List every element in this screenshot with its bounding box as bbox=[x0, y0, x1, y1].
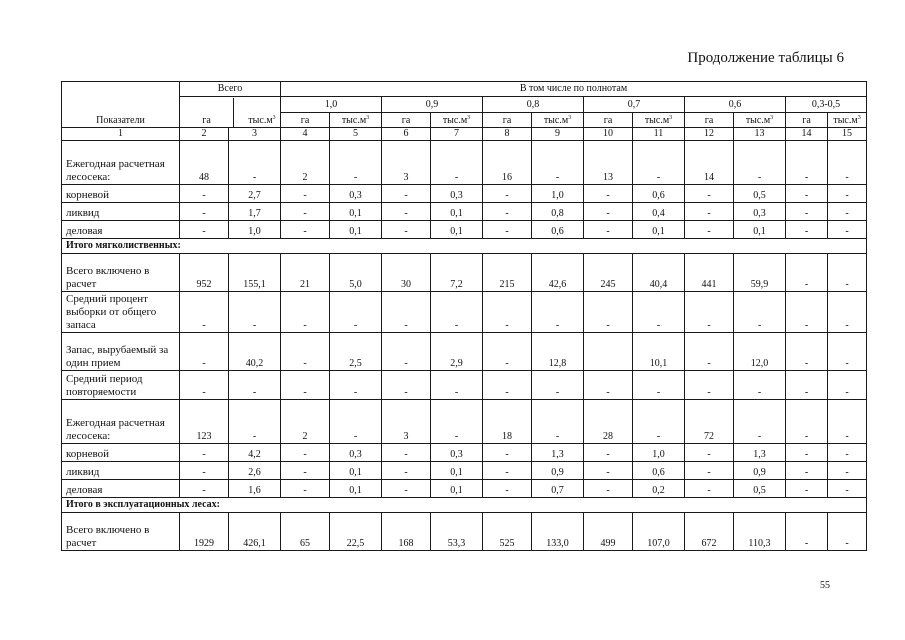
table-cell: - bbox=[229, 371, 281, 400]
incl-by-density-header: В том числе по полнотам bbox=[281, 82, 867, 97]
table-cell: - bbox=[828, 444, 867, 462]
total-units-subtable bbox=[180, 98, 281, 127]
table-cell: - bbox=[532, 292, 584, 333]
table-cell: - bbox=[330, 371, 382, 400]
table-cell: - bbox=[281, 480, 330, 498]
column-number: 4 bbox=[281, 128, 330, 141]
table-cell: 245 bbox=[584, 254, 633, 292]
column-number: 8 bbox=[483, 128, 532, 141]
table-cell: - bbox=[281, 444, 330, 462]
table-cell: 0,6 bbox=[633, 185, 685, 203]
table-cell: - bbox=[786, 221, 828, 239]
table-cell: - bbox=[828, 254, 867, 292]
table-cell: 2,6 bbox=[229, 462, 281, 480]
table-cell: - bbox=[382, 221, 431, 239]
row-label: деловая bbox=[62, 221, 180, 239]
table-cell: - bbox=[382, 292, 431, 333]
table-cell: - bbox=[786, 513, 828, 551]
table-cell: - bbox=[584, 444, 633, 462]
column-number: 12 bbox=[685, 128, 734, 141]
table-cell: 48 bbox=[180, 141, 229, 185]
table-cell: - bbox=[281, 221, 330, 239]
table-cell: 0,5 bbox=[734, 480, 786, 498]
table-cell: - bbox=[734, 292, 786, 333]
row-label: Всего включено в расчет bbox=[62, 513, 180, 551]
table-cell: 0,2 bbox=[633, 480, 685, 498]
table-cell: - bbox=[685, 444, 734, 462]
table-cell: - bbox=[828, 203, 867, 221]
unit-area-header: га bbox=[584, 113, 633, 128]
table-cell: - bbox=[685, 185, 734, 203]
table-cell: - bbox=[828, 185, 867, 203]
table-cell: - bbox=[828, 371, 867, 400]
table-cell: 0,6 bbox=[532, 221, 584, 239]
table-cell: - bbox=[828, 513, 867, 551]
table-cell: - bbox=[584, 371, 633, 400]
table-cell: 499 bbox=[584, 513, 633, 551]
unit-area-header: га bbox=[281, 113, 330, 128]
table-cell: 133,0 bbox=[532, 513, 584, 551]
table-cell: - bbox=[786, 400, 828, 444]
table-cell: - bbox=[786, 292, 828, 333]
table-cell: - bbox=[180, 371, 229, 400]
table-cell: - bbox=[281, 292, 330, 333]
table-cell: 3 bbox=[382, 141, 431, 185]
column-number: 11 bbox=[633, 128, 685, 141]
row-label: Всего включено в расчет bbox=[62, 254, 180, 292]
table-row bbox=[62, 221, 867, 239]
table-cell: - bbox=[532, 400, 584, 444]
column-number: 7 bbox=[431, 128, 483, 141]
table-cell: 952 bbox=[180, 254, 229, 292]
table-cell: 2,7 bbox=[229, 185, 281, 203]
unit-area-header: га bbox=[685, 113, 734, 128]
section-title: Итого в эксплуатационных лесах: bbox=[62, 498, 867, 513]
row-label: ликвид bbox=[62, 462, 180, 480]
table-cell: - bbox=[180, 185, 229, 203]
table-cell: - bbox=[281, 185, 330, 203]
table-cell: - bbox=[382, 444, 431, 462]
table-cell: - bbox=[483, 462, 532, 480]
table-cell: - bbox=[180, 203, 229, 221]
table-row bbox=[62, 480, 867, 498]
row-label: Запас, вырубаемый за один прием bbox=[62, 333, 180, 371]
row-label: Ежегодная расчетная лесосека: bbox=[62, 400, 180, 444]
total-units-blank-a bbox=[180, 98, 234, 114]
table-cell: - bbox=[633, 292, 685, 333]
table-cell: 0,3 bbox=[330, 444, 382, 462]
table-cell: - bbox=[786, 254, 828, 292]
table-row bbox=[62, 333, 867, 371]
unit-volume-total: $тыс.м^3$ bbox=[248, 115, 276, 126]
table-cell: 0,7 bbox=[532, 480, 584, 498]
table-cell: - bbox=[382, 185, 431, 203]
table-cell: 0,9 bbox=[532, 462, 584, 480]
table-cell: - bbox=[483, 371, 532, 400]
table-cell: - bbox=[382, 480, 431, 498]
header-row-top bbox=[62, 82, 867, 97]
table-cell: 40,2 bbox=[229, 333, 281, 371]
unit-area-header: га bbox=[483, 113, 532, 128]
table-cell: 0,3 bbox=[734, 203, 786, 221]
column-number: 3 bbox=[229, 128, 281, 141]
table-cell: - bbox=[382, 462, 431, 480]
table-cell: - bbox=[786, 480, 828, 498]
table-row bbox=[62, 444, 867, 462]
table-cell: 0,8 bbox=[532, 203, 584, 221]
table-cell: - bbox=[685, 203, 734, 221]
table-cell: 1,7 bbox=[229, 203, 281, 221]
table-cell: - bbox=[786, 203, 828, 221]
table-row bbox=[62, 141, 867, 185]
table-row bbox=[62, 203, 867, 221]
density-header: 0,6 bbox=[685, 97, 786, 113]
table-cell: 1,0 bbox=[532, 185, 584, 203]
table-cell: 215 bbox=[483, 254, 532, 292]
table-cell: 0,1 bbox=[431, 480, 483, 498]
column-number: 14 bbox=[786, 128, 828, 141]
table-cell: 0,3 bbox=[330, 185, 382, 203]
table-cell: 0,1 bbox=[330, 221, 382, 239]
table-cell: - bbox=[431, 292, 483, 333]
density-header: 0,8 bbox=[483, 97, 584, 113]
table-cell: - bbox=[584, 185, 633, 203]
table-row bbox=[62, 292, 867, 333]
table-cell: - bbox=[828, 221, 867, 239]
table-cell: - bbox=[180, 333, 229, 371]
table-cell: 42,6 bbox=[532, 254, 584, 292]
table-cell: - bbox=[431, 400, 483, 444]
table-cell: 0,3 bbox=[431, 185, 483, 203]
density-header-row bbox=[62, 97, 867, 113]
table-cell: 16 bbox=[483, 141, 532, 185]
unit-volume-header: $тыс.м^3$ bbox=[330, 113, 382, 128]
table-cell: 22,5 bbox=[330, 513, 382, 551]
unit-volume-header: $тыс.м^3$ bbox=[734, 113, 786, 128]
table-cell: - bbox=[532, 141, 584, 185]
row-label: ликвид bbox=[62, 203, 180, 221]
table-cell: - bbox=[828, 462, 867, 480]
table-cell: 40,4 bbox=[633, 254, 685, 292]
table-cell: 3 bbox=[382, 400, 431, 444]
table-cell: - bbox=[584, 480, 633, 498]
table-cell: - bbox=[483, 221, 532, 239]
table-cell: - bbox=[633, 400, 685, 444]
column-number: 6 bbox=[382, 128, 431, 141]
table-cell: - bbox=[483, 480, 532, 498]
table-cell: 1,3 bbox=[532, 444, 584, 462]
row-label: Ежегодная расчетная лесосека: bbox=[62, 141, 180, 185]
table-cell: - bbox=[828, 480, 867, 498]
table-cell: - bbox=[685, 462, 734, 480]
table-cell: 0,1 bbox=[431, 462, 483, 480]
table-cell: - bbox=[828, 141, 867, 185]
column-number: 10 bbox=[584, 128, 633, 141]
table-cell: 0,1 bbox=[330, 203, 382, 221]
table-cell: - bbox=[828, 400, 867, 444]
unit-volume-header: $тыс.м^3$ bbox=[431, 113, 483, 128]
table-cell: - bbox=[786, 371, 828, 400]
column-number: 13 bbox=[734, 128, 786, 141]
column-number: 1 bbox=[62, 128, 180, 141]
table-row bbox=[62, 462, 867, 480]
table-cell: 1,6 bbox=[229, 480, 281, 498]
table-cell: - bbox=[828, 292, 867, 333]
table-cell: - bbox=[786, 141, 828, 185]
table-cell: - bbox=[786, 462, 828, 480]
table-body bbox=[62, 82, 867, 551]
table-cell: - bbox=[229, 292, 281, 333]
table-cell: - bbox=[483, 292, 532, 333]
table-cell: - bbox=[483, 333, 532, 371]
table-cell: 0,1 bbox=[330, 480, 382, 498]
table-cell: - bbox=[483, 185, 532, 203]
density-header: 0,7 bbox=[584, 97, 685, 113]
table-cell: 168 bbox=[382, 513, 431, 551]
table-cell: - bbox=[330, 400, 382, 444]
table-cell: 53,3 bbox=[431, 513, 483, 551]
forest-harvest-table bbox=[61, 81, 867, 551]
table-cell: - bbox=[734, 371, 786, 400]
table-cell: 2 bbox=[281, 141, 330, 185]
table-cell: - bbox=[584, 221, 633, 239]
total-units-spacer bbox=[180, 97, 281, 128]
unit-volume-header: $тыс.м^3$ bbox=[828, 113, 867, 128]
table-cell: 0,1 bbox=[431, 221, 483, 239]
table-cell: - bbox=[180, 221, 229, 239]
column-number: 2 bbox=[180, 128, 229, 141]
total-units-blank-b bbox=[234, 98, 281, 114]
unit-area-header: га bbox=[382, 113, 431, 128]
table-cell: - bbox=[382, 203, 431, 221]
table-cell: 4,2 bbox=[229, 444, 281, 462]
table-cell: 21 bbox=[281, 254, 330, 292]
table-cell: 155,1 bbox=[229, 254, 281, 292]
table-cell: - bbox=[431, 141, 483, 185]
table-cell: - bbox=[685, 333, 734, 371]
column-number: 5 bbox=[330, 128, 382, 141]
table-row bbox=[62, 371, 867, 400]
density-header: 0,3-0,5 bbox=[786, 97, 867, 113]
table-row bbox=[62, 254, 867, 292]
table-cell: 441 bbox=[685, 254, 734, 292]
table-cell: 59,9 bbox=[734, 254, 786, 292]
row-label: деловая bbox=[62, 480, 180, 498]
table-cell: 2 bbox=[281, 400, 330, 444]
table-cell: 426,1 bbox=[229, 513, 281, 551]
table-cell: - bbox=[281, 203, 330, 221]
table-cell: 0,1 bbox=[734, 221, 786, 239]
table-cell: - bbox=[828, 333, 867, 371]
table-cell: - bbox=[786, 333, 828, 371]
table-cell: - bbox=[180, 444, 229, 462]
table-cell: 0,3 bbox=[431, 444, 483, 462]
table-cell: - bbox=[330, 141, 382, 185]
table-cell: - bbox=[532, 371, 584, 400]
table-cell: 0,5 bbox=[734, 185, 786, 203]
table-cell: - bbox=[330, 292, 382, 333]
table-cell: - bbox=[281, 333, 330, 371]
table-cell: - bbox=[180, 462, 229, 480]
table-cell: - bbox=[180, 480, 229, 498]
table-cell: 30 bbox=[382, 254, 431, 292]
table-cell: 1929 bbox=[180, 513, 229, 551]
table-row bbox=[62, 185, 867, 203]
table-cell: 13 bbox=[584, 141, 633, 185]
table-cell: 525 bbox=[483, 513, 532, 551]
table-cell: 28 bbox=[584, 400, 633, 444]
table-cell: - bbox=[734, 400, 786, 444]
table-cell: 0,1 bbox=[431, 203, 483, 221]
table-cell: - bbox=[281, 371, 330, 400]
table-cell: - bbox=[382, 371, 431, 400]
table-row bbox=[62, 513, 867, 551]
table-cell: 672 bbox=[685, 513, 734, 551]
table-cell: 2,5 bbox=[330, 333, 382, 371]
table-cell: 18 bbox=[483, 400, 532, 444]
table-cell: 12,8 bbox=[532, 333, 584, 371]
table-cell: 7,2 bbox=[431, 254, 483, 292]
table-cell: - bbox=[786, 185, 828, 203]
section-title: Итого мягколиственных: bbox=[62, 239, 867, 254]
table-cell: 2,9 bbox=[431, 333, 483, 371]
table-cell: - bbox=[229, 141, 281, 185]
table-row bbox=[62, 400, 867, 444]
table-cell: - bbox=[483, 444, 532, 462]
row-label: Средний процент выборки от общего запаса bbox=[62, 292, 180, 333]
density-header: 1,0 bbox=[281, 97, 382, 113]
table-cell: - bbox=[786, 444, 828, 462]
table-cell: 0,1 bbox=[633, 221, 685, 239]
table-cell: 10,1 bbox=[633, 333, 685, 371]
table-cell: 1,0 bbox=[229, 221, 281, 239]
table-cell: 0,9 bbox=[734, 462, 786, 480]
table-cell: - bbox=[734, 141, 786, 185]
density-header: 0,9 bbox=[382, 97, 483, 113]
table-cell: - bbox=[229, 400, 281, 444]
table-cell: 65 bbox=[281, 513, 330, 551]
table-cell: 0,6 bbox=[633, 462, 685, 480]
column-number: 15 bbox=[828, 128, 867, 141]
unit-volume-header: $тыс.м^3$ bbox=[633, 113, 685, 128]
table-cell: - bbox=[685, 221, 734, 239]
unit-area-header: га bbox=[786, 113, 828, 128]
table-cell: 1,3 bbox=[734, 444, 786, 462]
unit-area-total: га bbox=[180, 114, 234, 127]
column-number-row bbox=[62, 128, 867, 141]
table-cell: - bbox=[281, 462, 330, 480]
table-cell: 0,4 bbox=[633, 203, 685, 221]
table-cell: - bbox=[382, 333, 431, 371]
table-cell: - bbox=[685, 480, 734, 498]
table-cell: - bbox=[685, 371, 734, 400]
total-header: Всего bbox=[180, 82, 281, 97]
row-label: корневой bbox=[62, 444, 180, 462]
table-cell: - bbox=[180, 292, 229, 333]
section-row bbox=[62, 239, 867, 254]
table-cell: 1,0 bbox=[633, 444, 685, 462]
table-cell: 72 bbox=[685, 400, 734, 444]
table-cell bbox=[584, 333, 633, 371]
table-cell: - bbox=[483, 203, 532, 221]
table-cell: 0,1 bbox=[330, 462, 382, 480]
section-row bbox=[62, 498, 867, 513]
table-cell: - bbox=[633, 141, 685, 185]
table-cell: 123 bbox=[180, 400, 229, 444]
table-cell: 12,0 bbox=[734, 333, 786, 371]
table-cell: - bbox=[685, 292, 734, 333]
table-cell: 107,0 bbox=[633, 513, 685, 551]
table-cell: - bbox=[633, 371, 685, 400]
table-cell: 14 bbox=[685, 141, 734, 185]
table-continuation-caption: Продолжение таблицы 6 bbox=[687, 50, 844, 66]
indicators-header: Показатели bbox=[62, 82, 180, 128]
table-cell: 110,3 bbox=[734, 513, 786, 551]
table-cell: - bbox=[584, 462, 633, 480]
unit-volume-header: $тыс.м^3$ bbox=[532, 113, 584, 128]
column-number: 9 bbox=[532, 128, 584, 141]
row-label: Средний период повторяемости bbox=[62, 371, 180, 400]
row-label: корневой bbox=[62, 185, 180, 203]
table-cell: - bbox=[584, 292, 633, 333]
table-cell: 5,0 bbox=[330, 254, 382, 292]
table-cell: - bbox=[431, 371, 483, 400]
page-number: 55 bbox=[820, 580, 830, 591]
table-cell: - bbox=[584, 203, 633, 221]
